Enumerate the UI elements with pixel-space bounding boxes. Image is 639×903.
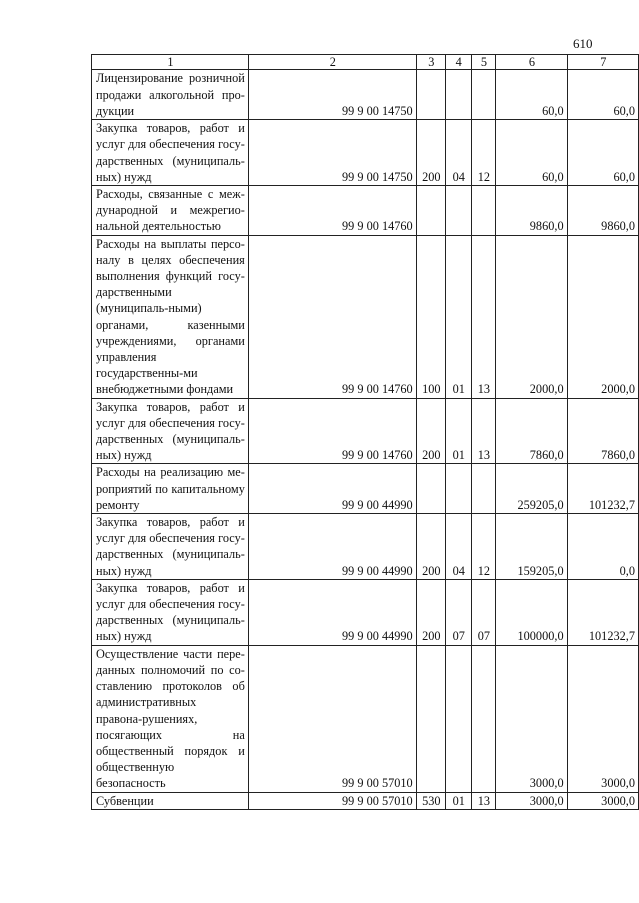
expense-name: Расходы на выплаты персо-налу в целях обеспечения выполнения функций госу-дарственными (муниципаль-ными) органами, казенными учреждениями, органами управления государственны-ми внебюджетными фондами	[92, 235, 249, 398]
subsection	[471, 464, 496, 514]
expense-type	[416, 645, 445, 792]
expense-type: 100	[416, 235, 445, 398]
amount-col6: 100000,0	[496, 579, 567, 645]
table-row	[92, 235, 639, 398]
expense-name: Закупка товаров, работ и услуг для обеспечения госу-дарственных (муниципаль-ных) нужд	[92, 514, 249, 580]
expense-name: Закупка товаров, работ и услуг для обеспечения госу-дарственных (муниципаль-ных) нужд	[92, 120, 249, 186]
section	[445, 464, 471, 514]
amount-col6: 3000,0	[496, 645, 567, 792]
amount-col6: 3000,0	[496, 792, 567, 809]
expense-type: 200	[416, 398, 445, 464]
expense-name: Субвенции	[92, 792, 249, 809]
table-row	[92, 398, 639, 464]
table-row	[92, 464, 639, 514]
subsection: 12	[471, 120, 496, 186]
expense-name: Лицензирование розничной продажи алкогольной про-дукции	[92, 70, 249, 120]
section: 04	[445, 514, 471, 580]
expense-name: Расходы, связанные с меж-дународной и межрегио-нальной деятельностью	[92, 186, 249, 236]
table-row	[92, 514, 639, 580]
section: 04	[445, 120, 471, 186]
page-number: 610	[573, 36, 593, 51]
column-header: 7	[567, 55, 638, 70]
amount-col6: 9860,0	[496, 186, 567, 236]
target-code: 99 9 00 14750	[248, 120, 416, 186]
target-code: 99 9 00 14760	[248, 235, 416, 398]
target-code: 99 9 00 57010	[248, 645, 416, 792]
table-header-row	[92, 55, 639, 70]
section	[445, 645, 471, 792]
table-row	[92, 645, 639, 792]
column-header: 1	[92, 55, 249, 70]
amount-col7: 7860,0	[567, 398, 638, 464]
expense-name: Расходы на реализацию ме-роприятий по капитальному ремонту	[92, 464, 249, 514]
budget-table	[91, 54, 639, 810]
target-code: 99 9 00 14760	[248, 186, 416, 236]
expense-type	[416, 464, 445, 514]
column-header: 2	[248, 55, 416, 70]
amount-col7: 2000,0	[567, 235, 638, 398]
table-row	[92, 70, 639, 120]
amount-col6: 60,0	[496, 70, 567, 120]
section	[445, 70, 471, 120]
table-row	[92, 120, 639, 186]
target-code: 99 9 00 14750	[248, 70, 416, 120]
expense-name: Закупка товаров, работ и услуг для обеспечения госу-дарственных (муниципаль-ных) нужд	[92, 398, 249, 464]
section: 01	[445, 235, 471, 398]
column-header: 5	[471, 55, 496, 70]
amount-col7: 60,0	[567, 120, 638, 186]
column-header: 6	[496, 55, 567, 70]
target-code: 99 9 00 44990	[248, 464, 416, 514]
table-row	[92, 579, 639, 645]
table-row	[92, 186, 639, 236]
amount-col6: 259205,0	[496, 464, 567, 514]
amount-col7: 3000,0	[567, 645, 638, 792]
expense-type: 530	[416, 792, 445, 809]
amount-col6: 2000,0	[496, 235, 567, 398]
target-code: 99 9 00 14760	[248, 398, 416, 464]
amount-col6: 7860,0	[496, 398, 567, 464]
expense-type: 200	[416, 579, 445, 645]
target-code: 99 9 00 44990	[248, 579, 416, 645]
amount-col7: 0,0	[567, 514, 638, 580]
subsection	[471, 186, 496, 236]
subsection: 13	[471, 235, 496, 398]
target-code: 99 9 00 44990	[248, 514, 416, 580]
amount-col7: 3000,0	[567, 792, 638, 809]
expense-type: 200	[416, 120, 445, 186]
expense-name: Закупка товаров, работ и услуг для обеспечения госу-дарственных (муниципаль-ных) нужд	[92, 579, 249, 645]
subsection	[471, 645, 496, 792]
subsection: 12	[471, 514, 496, 580]
target-code: 99 9 00 57010	[248, 792, 416, 809]
expense-name: Осуществление части пере-данных полномочий по со-ставлению протоколов об административных правона-рушениях, посягающих на общественный порядок и общественную безопасность	[92, 645, 249, 792]
column-header: 3	[416, 55, 445, 70]
section: 01	[445, 398, 471, 464]
subsection: 13	[471, 792, 496, 809]
section: 01	[445, 792, 471, 809]
amount-col6: 60,0	[496, 120, 567, 186]
expense-type: 200	[416, 514, 445, 580]
amount-col7: 60,0	[567, 70, 638, 120]
subsection: 07	[471, 579, 496, 645]
column-header: 4	[445, 55, 471, 70]
subsection: 13	[471, 398, 496, 464]
expense-type	[416, 186, 445, 236]
section: 07	[445, 579, 471, 645]
table-row	[92, 792, 639, 809]
amount-col7: 9860,0	[567, 186, 638, 236]
section	[445, 186, 471, 236]
expense-type	[416, 70, 445, 120]
amount-col7: 101232,7	[567, 579, 638, 645]
amount-col7: 101232,7	[567, 464, 638, 514]
amount-col6: 159205,0	[496, 514, 567, 580]
subsection	[471, 70, 496, 120]
